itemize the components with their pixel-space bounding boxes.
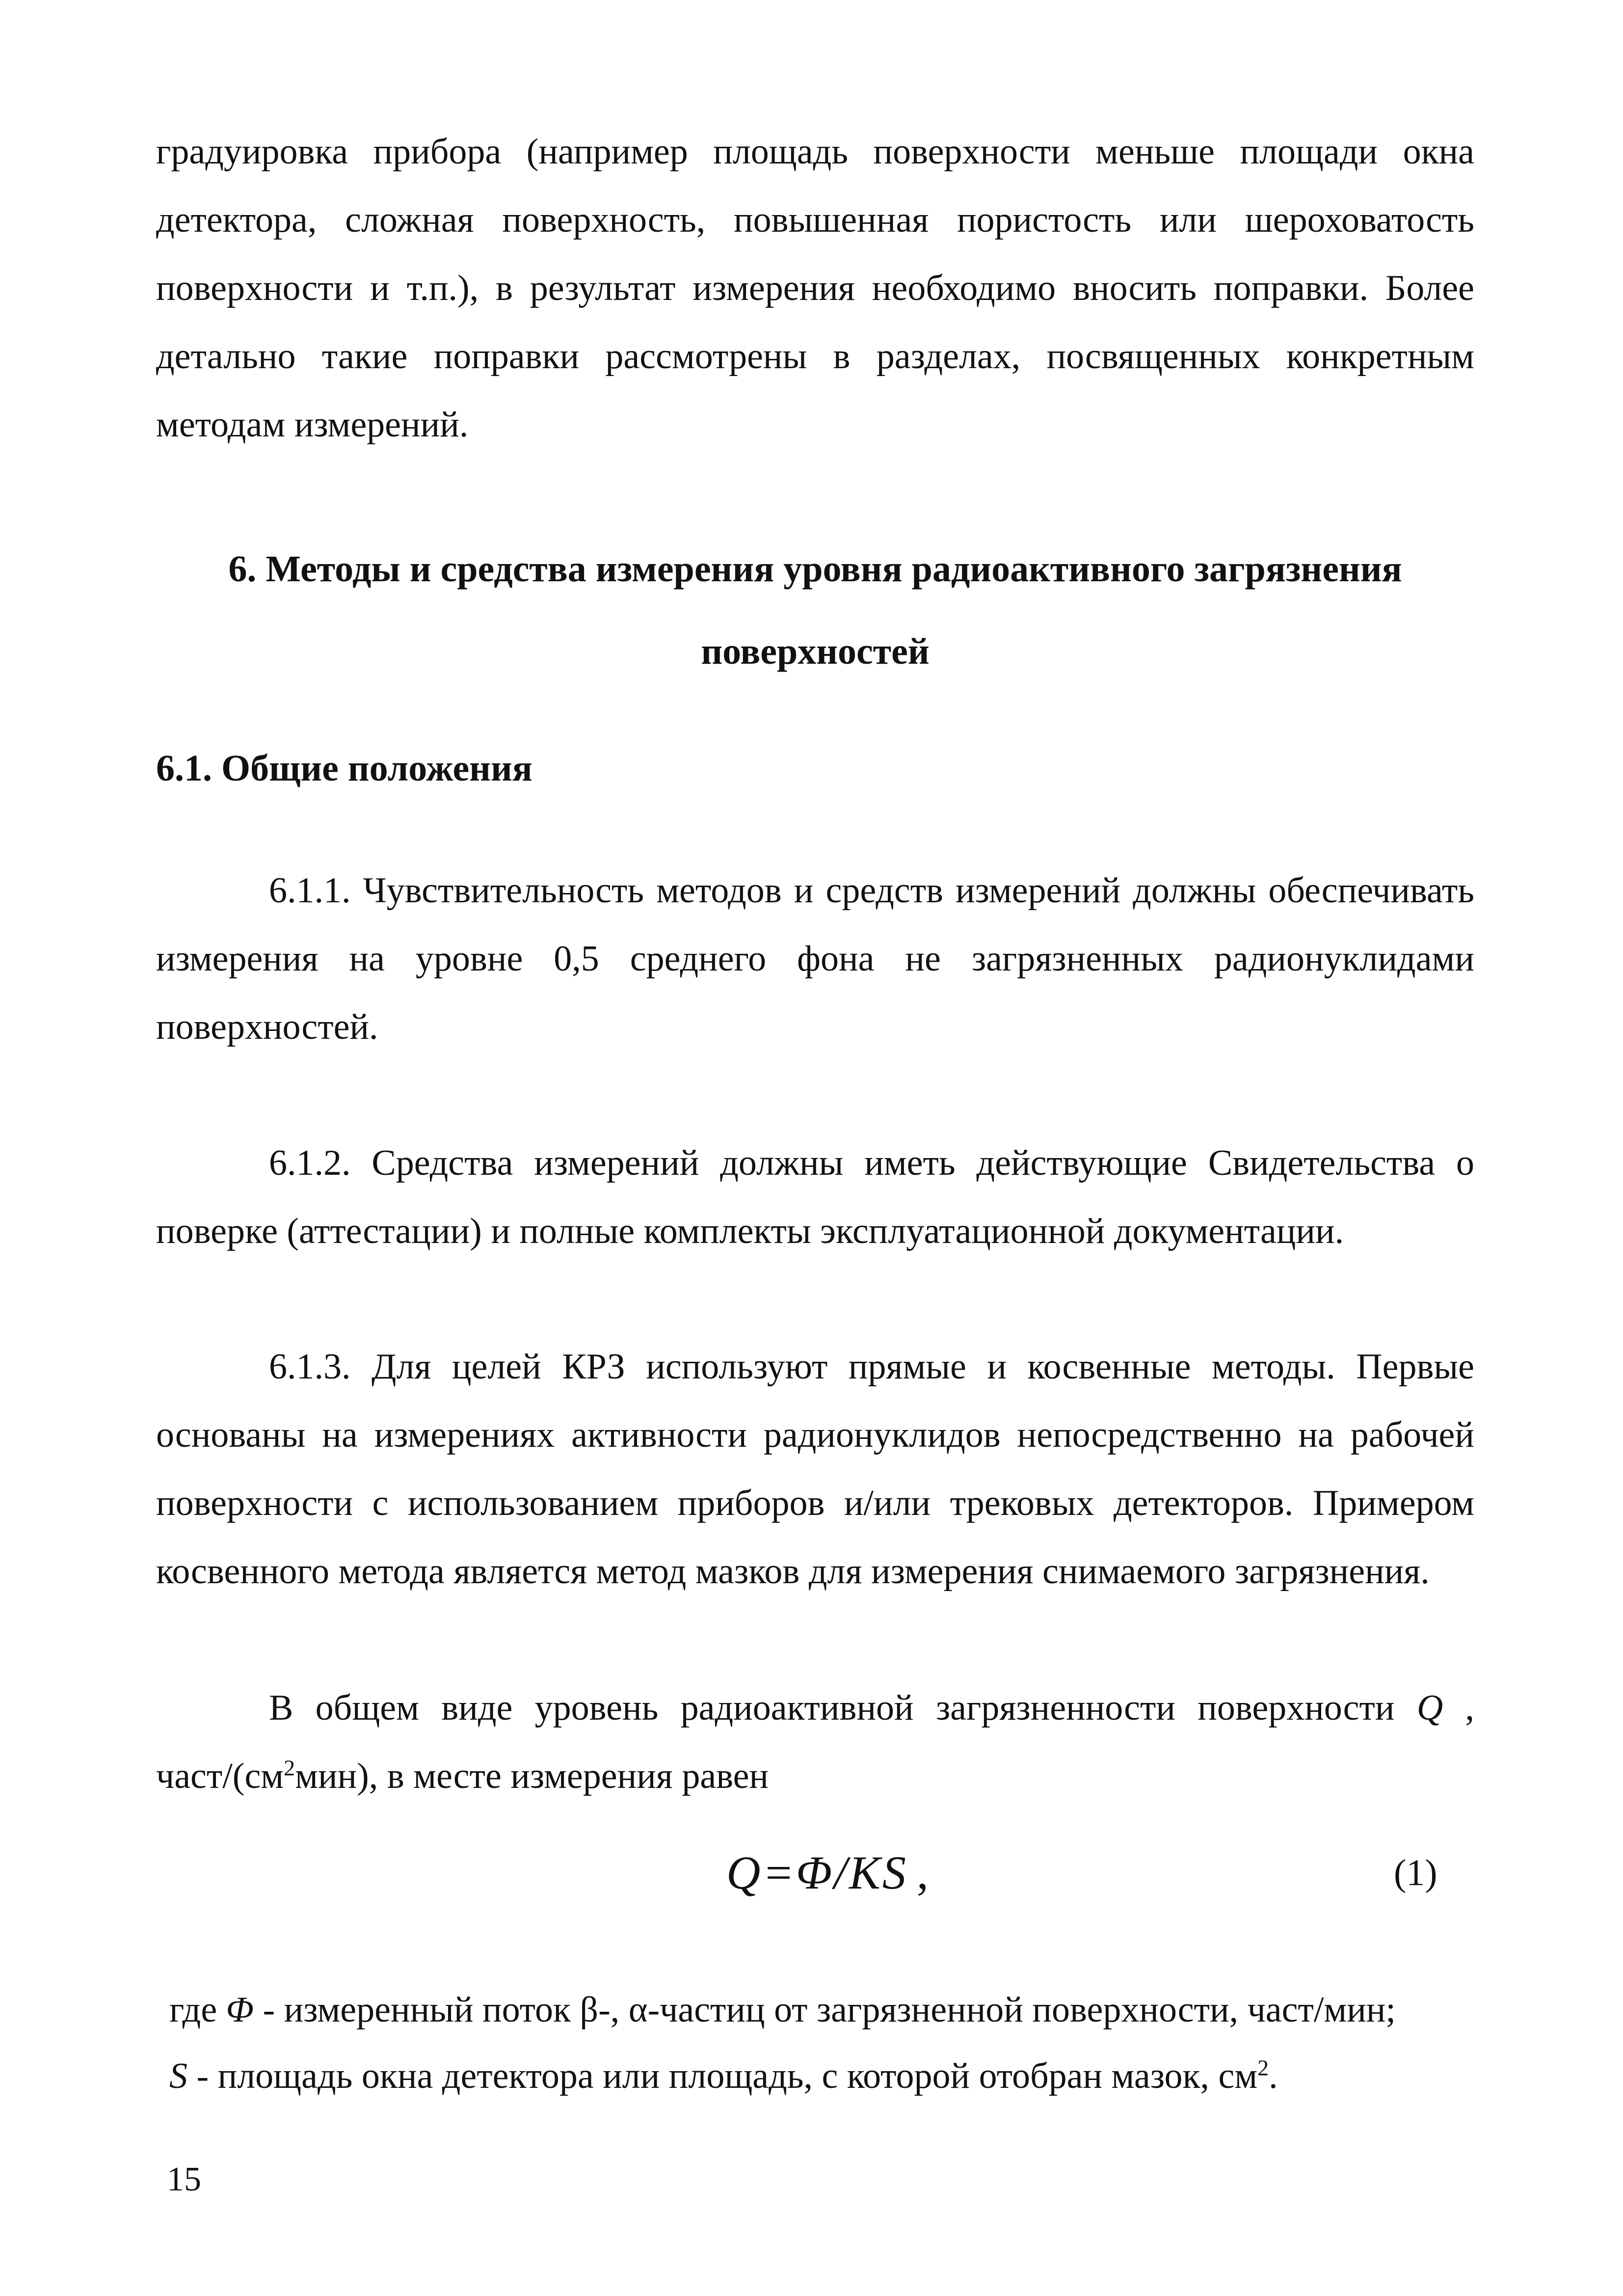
page-number: 15	[167, 2161, 201, 2198]
superscript-2: 2	[284, 1755, 295, 1781]
paragraph-6-1-3: 6.1.3. Для целей КРЗ используют прямые и косвенные методы. Первые основаны на измерениях активности радионуклидов непосредственно на рабочей поверхности с использованием приборов и/или трековых детекторов. Примером косвенного метода является метод мазков для измерения снимаемого загрязнения.	[156, 1347, 1474, 1592]
where-line-2-text: - площадь окна детектора или площадь, с которой отобран мазок, см	[187, 2056, 1258, 2096]
formula-expression: Q=Φ/KS	[726, 1846, 908, 1899]
intro-paragraph: градуировка прибора (например площадь поверхности меньше площади окна детектора, сложная поверхность, повышенная пористость или шероховатость поверхности и т.п.), в результат измерения необходимо вносить поправки. Более детально такие поправки рассмотрены в разделах, посвященных конкретным методам измерений.	[156, 132, 1474, 445]
section-heading-line2: поверхностей	[701, 631, 930, 672]
formula	[726, 1841, 931, 1905]
superscript-2: 2	[1257, 2055, 1269, 2080]
variable-q: Q	[1416, 1688, 1443, 1728]
where-prefix: где	[169, 1990, 226, 2030]
where-line-1-text: - измеренный поток β-, α-частиц от загрязненной поверхности, част/мин;	[254, 1990, 1396, 2030]
variable-s: S	[169, 2056, 187, 2096]
formula-comma: ,	[916, 1846, 931, 1899]
section-heading	[156, 528, 1474, 693]
subsection-heading: 6.1. Общие положения	[156, 748, 532, 789]
paragraph-6-1-2: 6.1.2. Средства измерений должны иметь действующие Свидетельства о поверке (аттестации) и полные комплекты эксплуатационной документации.	[156, 1143, 1474, 1251]
general-view-unit: , част/(см	[156, 1688, 1474, 1796]
general-view-end: мин), в месте измерения равен	[295, 1756, 769, 1796]
general-view-paragraph	[156, 1674, 1474, 1810]
section-heading-line1: 6. Методы и средства измерения уровня радиоактивного загрязнения	[228, 548, 1402, 590]
where-line-2-end: .	[1269, 2056, 1278, 2096]
formula-number: (1)	[1394, 1852, 1437, 1893]
paragraph-6-1-1: 6.1.1. Чувствительность методов и средств измерений должны обеспечивать измерения на уровне 0,5 среднего фона не загрязненных радионуклидами поверхностей.	[156, 870, 1474, 1047]
where-line-2	[169, 2042, 1475, 2110]
variable-phi: Φ	[226, 1990, 254, 2030]
general-view-text: В общем виде уровень радиоактивной загрязненности поверхности	[269, 1688, 1417, 1728]
where-line-1	[169, 1976, 1475, 2044]
